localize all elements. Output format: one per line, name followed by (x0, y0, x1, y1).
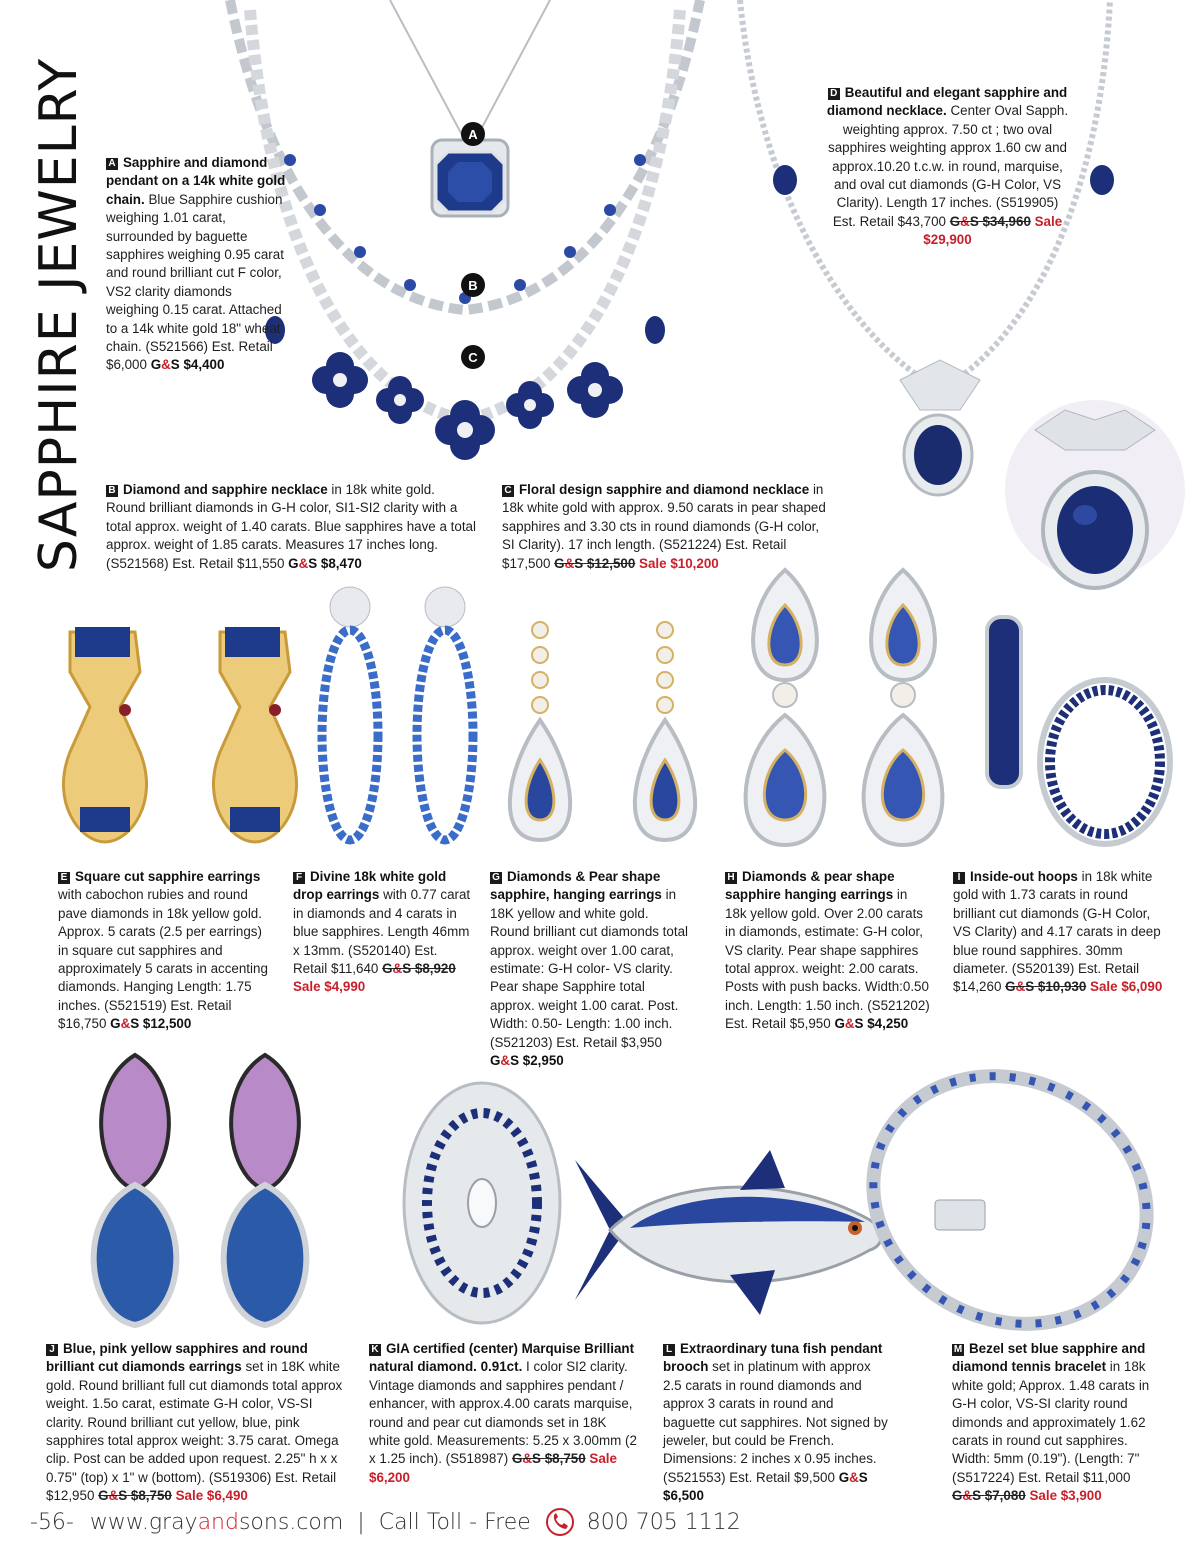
page-title-wrap (28, 30, 90, 600)
product-image-necklaces-bc (210, 0, 720, 480)
call-label: Call Toll - Free (378, 1509, 531, 1535)
item-letter-b: B (106, 485, 118, 497)
item-letter-j: J (46, 1344, 58, 1356)
marker-b: B (461, 273, 485, 297)
marker-a: A (461, 122, 485, 146)
item-e-gs-price: $12,500 (142, 1016, 192, 1032)
marker-c: C (461, 345, 485, 369)
item-d-text: Center Oval Sapph. weighting approx. 7.50 ct ; two oval sapphires weighting approx 1.60 cw and approx.10.20 t.c.w. in round, marquise, and oval cut diamonds (G-H Color, VS Clarity). Length 17 inches. (S519905) Est. Retail $43,700 (828, 103, 1069, 229)
item-letter-a: A (106, 158, 118, 170)
product-image-hoops-i (975, 612, 1175, 857)
item-c-gs-price-strike: G&S $12,500 (554, 555, 636, 571)
item-a-gs-price: $4,400 (183, 357, 225, 373)
item-letter-c: C (502, 485, 514, 497)
item-c-title: Floral design sapphire and diamond necklace (519, 482, 810, 497)
page-title: SAPPHIRE JEWELRY (29, 57, 89, 573)
footer-separator: | (357, 1509, 365, 1535)
phone-number[interactable]: 800 705 1112 (586, 1509, 741, 1535)
item-a-description (106, 154, 286, 375)
product-image-fish-brooch-l (570, 1150, 890, 1320)
item-g-description (490, 868, 690, 1070)
item-b-title: Diamond and sapphire necklace (123, 482, 328, 497)
item-f-description (293, 868, 473, 997)
item-l-text: set in platinum with approx 2.5 carats in round diamonds and approx 3 carats in round and baguette cut sapphires. Not signed by jeweler, but could be French. Dimensions: 2 inches x 0.95 inches. (S521553) Est. Retail $9,500 (663, 1359, 888, 1485)
product-image-earrings-f (310, 585, 490, 850)
gs-label: G&S (110, 1016, 140, 1032)
item-k-sale-price: Sale $6,200 (369, 1451, 617, 1485)
item-letter-f: F (293, 872, 305, 884)
item-i-gs-price-strike: G&S $10,930 (1005, 979, 1087, 995)
website-link[interactable]: www.grayandsons.com (89, 1509, 344, 1535)
item-k-description (369, 1340, 639, 1487)
item-f-text: with 0.77 carat in diamonds and 4 carats in blue sapphires. Length 46mm x 13mm. (S520140) Est. Retail $11,640 (293, 887, 471, 977)
gs-label: G&S (834, 1016, 864, 1032)
gs-label: G&S (150, 357, 180, 373)
item-letter-i: I (953, 872, 965, 884)
item-d-description (825, 84, 1070, 250)
item-j-sale-price: Sale $6,490 (175, 1488, 248, 1504)
product-image-earrings-e (40, 612, 310, 852)
item-letter-h: H (725, 872, 737, 884)
item-i-description (953, 868, 1165, 997)
item-b-gs-price: $8,470 (320, 555, 362, 571)
item-h-description (725, 868, 930, 1034)
item-j-description (46, 1340, 346, 1506)
item-m-title: Bezel set blue sapphire and diamond tennis bracelet (952, 1341, 1146, 1375)
item-k-title: GIA certified (center) Marquise Brilliant natural diamond. 0.91ct. (369, 1341, 635, 1375)
footer (30, 1500, 741, 1544)
item-i-sale-price: Sale $6,090 (1090, 979, 1163, 995)
item-i-title: Inside-out hoops (970, 869, 1078, 884)
item-c-sale-price: Sale $10,200 (639, 555, 719, 571)
product-image-earrings-h (730, 565, 960, 855)
phone-icon (545, 1507, 575, 1537)
gs-label: G&S (838, 1469, 868, 1485)
item-l-description (663, 1340, 888, 1506)
item-k-text: I color SI2 clarity. Vintage diamonds and sapphires pendant / enhancer, with approx.4.00 carats marquise, round and pear cut diamonds set in 18K white gold. Measurements: 5.25 x 3.00mm (2 x 1.25 inch). (S518987) (369, 1359, 637, 1467)
item-g-text: in 18K yellow and white gold. Round brilliant cut diamonds total approx. weight over 1.00 carat, estimate: G-H color- VS clarity. Pear shape Sapphire total approx. weight 1.00 carat. Post. Width: 0.50- Length: 1.00 inch. (S521203) Est. Retail $3,950 (490, 887, 688, 1050)
item-l-gs-price: $6,500 (663, 1488, 704, 1504)
item-j-text: set in 18K white gold. Round brilliant full cut diamonds total approx weight. 1.5o carat, estimate G-H color, VS-SI clarity. Round brilliant cut yellow, blue, pink sapphires total approx weight: 3.75 carat. Omega clip. Post can be added upon request. 2.25" h x x 0.75" (top) x 1" w (bottom). (S519306) Est. Retail $12,950 (46, 1359, 343, 1504)
product-image-earrings-j (65, 1045, 335, 1335)
item-m-gs-price-strike: G&S $7,080 (952, 1488, 1026, 1504)
item-d-gs-price-strike: G&S $34,960 (949, 213, 1031, 229)
item-letter-e: E (58, 872, 70, 884)
gs-label: G&S (288, 555, 318, 571)
item-d-title: Beautiful and elegant sapphire and diamond necklace. (826, 85, 1068, 119)
item-h-title: Diamonds & pear shape sapphire hanging earrings (725, 869, 895, 903)
item-b-text: in 18k white gold. Round brilliant diamonds in G-H color, SI1-SI2 clarity with a total approx. weight of 1.40 carats. Blue sapphires have a total approx. weight of 1.85 carats. Measures 17 inches long. (S521568) Est. Retail $11,550 (106, 482, 476, 571)
item-g-title: Diamonds & Pear shape sapphire, hanging earrings (490, 869, 662, 903)
item-f-title: Divine 18k white gold drop earrings (293, 869, 447, 903)
item-b-description (106, 481, 478, 573)
product-image-bracelet-m (855, 1060, 1165, 1335)
product-image-brooch-k (395, 1075, 570, 1330)
item-a-text: Blue Sapphire cushion weighing 1.01 carat, surrounded by baguette sapphires weighing 0.95 carat and round brilliant cut F color, VS2 clarity diamonds weighing 0.15 carat. Attached to a 14k white gold 18" wheat chain. (S521566) Est. Retail $6,000 (106, 191, 284, 373)
item-e-text: with cabochon rubies and round pave diamonds in 18k yellow gold. Approx. 5 carats (2.5 per earrings) in square cut sapphires and approximately 5 carats in accenting diamonds. Hanging Length: 1.75 inches. (S521519) Est. Retail $16,750 (58, 887, 268, 1032)
item-j-title: Blue, pink yellow sapphires and round brilliant cut diamonds earrings (46, 1341, 308, 1375)
item-f-sale-price: Sale $4,990 (293, 979, 366, 995)
item-letter-d: D (828, 88, 840, 100)
item-j-gs-price-strike: G&S $8,750 (98, 1488, 172, 1504)
product-image-earrings-g (495, 620, 720, 850)
item-a-title: Sapphire and diamond pendant on a 14k white gold chain. (106, 155, 286, 207)
item-h-gs-price: $4,250 (867, 1016, 909, 1032)
item-letter-g: G (490, 872, 502, 884)
item-e-description (58, 868, 268, 1034)
item-d-sale-price: Sale $29,900 (923, 213, 1063, 248)
item-letter-m: M (953, 1344, 963, 1355)
item-m-text: in 18k white gold; Approx. 1.48 carats in G-H color, VS-SI clarity round dimonds and approximately 1.62 carats in round cut sapphires. Width: 5mm (0.19"). (Length: 7" (S517224) Est. Retail $11,000 (952, 1359, 1150, 1485)
item-m-description (952, 1340, 1152, 1506)
item-c-text: in 18k white gold with approx. 9.50 carats in pear shaped sapphires and 3.30 cts in round diamonds (G-H color, SI Clarity). 17 inch length. (S521224) Est. Retail $17,500 (502, 482, 826, 571)
item-letter-l: L (663, 1344, 675, 1356)
page-number: -56- (30, 1509, 74, 1535)
item-i-text: in 18k white gold with 1.73 carats in round brilliant cut diamonds (G-H Color, VS Clarity) and 4.17 carats in deep blue round sapphires. 30mm diameter. (S520139) Est. Retail $14,260 (953, 869, 1161, 995)
item-e-title: Square cut sapphire earrings (75, 869, 261, 884)
item-c-description (502, 481, 830, 573)
item-letter-k: K (369, 1344, 381, 1356)
item-h-text: in 18k yellow gold. Over 2.00 carats in diamonds, estimate: G-H color, VS clarity. Pear shape sapphires total approx. weight: 2.00 carats. Posts with push backs. Width:0.50 inch. Length: 1.50 inch. (S521202) Est. Retail $5,950 (725, 887, 930, 1032)
item-f-gs-price-strike: G&S $8,920 (382, 961, 456, 977)
item-g-gs-price: $2,950 (522, 1053, 564, 1069)
item-m-sale-price: Sale $3,900 (1029, 1488, 1102, 1504)
gs-label: G&S (490, 1053, 520, 1069)
item-l-title: Extraordinary tuna fish pendant brooch (663, 1341, 883, 1375)
item-k-gs-price-strike: G&S $8,750 (511, 1451, 586, 1467)
